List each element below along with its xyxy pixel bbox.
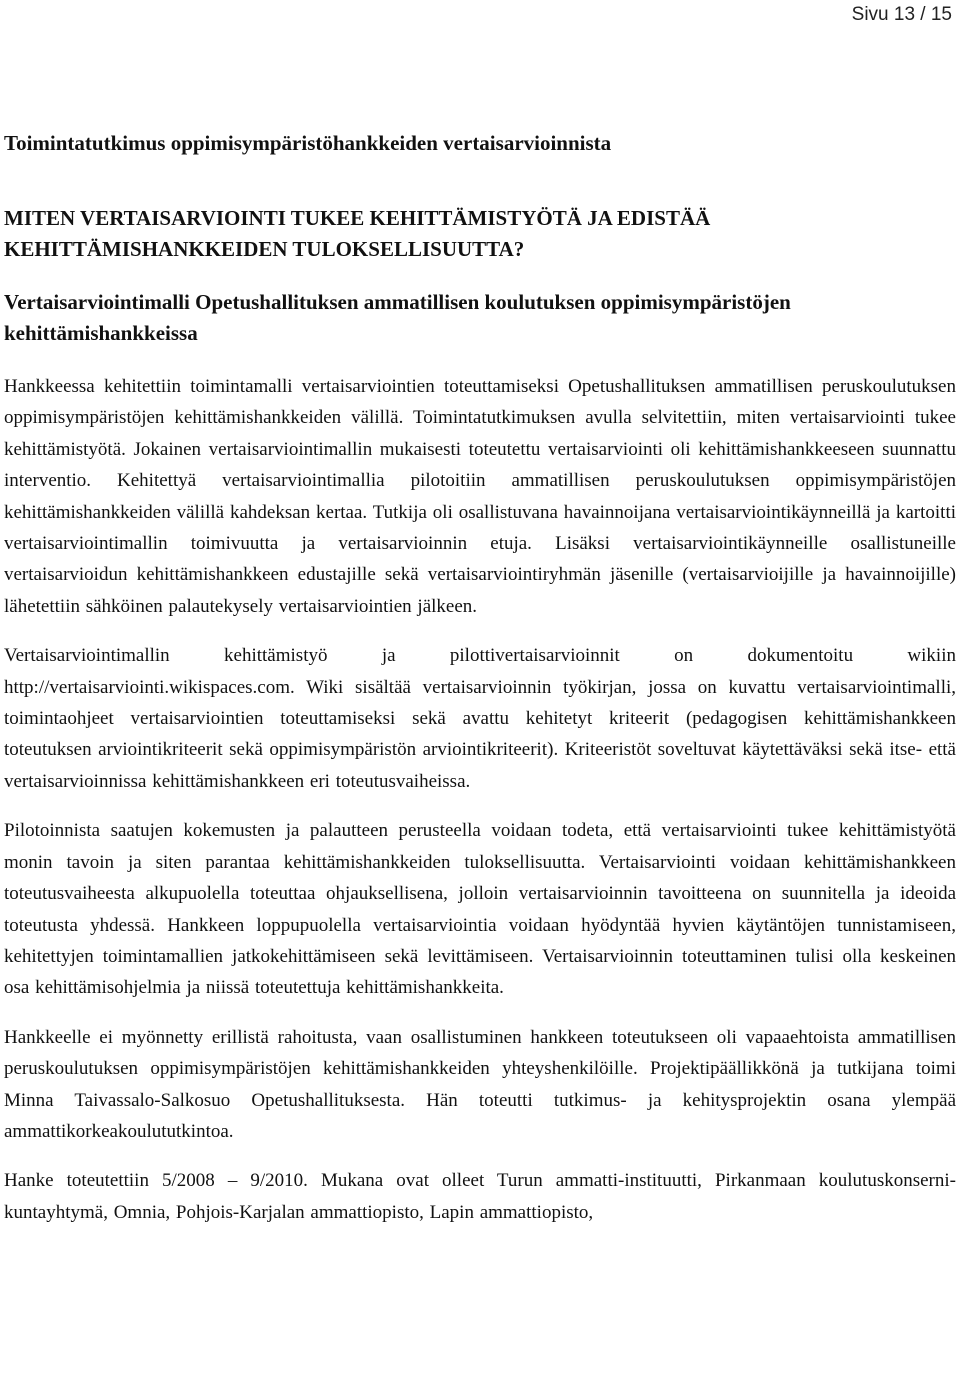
paragraph-funding: Hankkeelle ei myönnetty erillistä rahoitusta, vaan osallistuminen hankkeen toteutukseen oli vapaaehtoista ammatillisen peruskoulutuksen oppimisympäristöjen kehittämishankkeiden yhteyshenkilöille. Projektipäällikkönä ja tutkijana toimi Minna Taivassalo-Salkosuo Opetushallituksesta. Hän toteutti tutkimus- ja kehitysprojektin osana ylempää ammattikorkeakoulututkintoa.	[4, 1026, 956, 1142]
main-heading: MITEN VERTAISARVIOINTI TUKEE KEHITTÄMISTYÖTÄ JA EDISTÄÄ KEHITTÄMISHANKKEIDEN TULOKSELLISUUTTA?	[4, 206, 711, 261]
paragraph-participants: Hanke toteutettiin 5/2008 – 9/2010. Mukana ovat olleet Turun ammatti-instituutti, Pirkanmaan koulutuskonserni-kuntayhtymä, Omnia, Pohjois-Karjalan ammattiopisto, Lapin ammattiopisto,	[4, 1170, 956, 1223]
document-body	[4, 128, 956, 1228]
document-title: Toimintatutkimus oppimisympäristöhankkeiden vertaisarvioinnista	[4, 131, 612, 155]
paragraph-intro: Hankkeessa kehitettiin toimintamalli vertaisarviointien toteuttamiseksi Opetushallituksen ammatillisen peruskoulutuksen oppimisympäristöjen kehittämishankkeiden välillä. Toimintatutkimuksen avulla selvitettiin, miten vertaisarviointi tukee kehittämistyötä. Jokainen vertaisarviointimallin mukaisesti toteutettu vertaisarviointi oli kehittämishankkeeseen suunnattu interventio. Kehitettyä vertaisarviointimallia pilotoitiin ammatillisen peruskoulutuksen oppimisympäristöjen kehittämishankkeiden välillä kahdeksan kertaa. Tutkija oli osallistuvana havainnoijana vertaisarviointikäynneillä ja kartoitti vertaisarviointimallin toimivuutta ja vertaisarvioinnin etuja. Lisäksi vertaisarviointikäynneille osallistuneille vertaisarvioidun kehittämishankkeen edustajille sekä vertaisarviointiryhmän jäsenille (vertaisarvioijille ja havainnoijille) lähetettiin sähköinen palautekysely vertaisarviointien jälkeen.	[4, 376, 956, 617]
paragraph-wiki: Vertaisarviointimallin kehittämistyö ja pilottivertaisarvioinnit on dokumentoitu wikiin http://vertaisarviointi.wikispaces.com. Wiki sisältää vertaisarvioinnin työkirjan, jossa on kuvattu vertaisarviointimalli, toimintaohjeet vertaisarviointien toteuttamiseksi sekä avattu kehitetyt kriteerit (pedagogisen kehittämishankkeen toteutuksen arviointikriteerit sekä oppimisympäristön arviointikriteerit). Kriteeristöt soveltuvat käytettäväksi sekä itse- että vertaisarvioinnissa kehittämishankkeen eri toteutusvaiheissa.	[4, 645, 956, 792]
page-number: Sivu 13 / 15	[851, 4, 952, 25]
paragraph-results: Pilotoinnista saatujen kokemusten ja palautteen perusteella voidaan todeta, että vertaisarviointi tukee kehittämistyötä monin tavoin ja siten parantaa kehittämishankkeiden tuloksellisuutta. Vertaisarviointi voidaan kehittämishankkeen toteutusvaiheesta alkupuolella toteuttaa ohjauksellisena, jolloin vertaisarvioinnin tavoitteena on suunnitella ja ideoida toteutusta yhdessä. Hankkeen loppupuolella vertaisarviointia voidaan hyödyntää hyvien käytäntöjen tunnistamiseen, kehitettyjen toimintamallien jatkokehittämiseen sekä levittämiseen. Vertaisarvioinnin toteuttaminen tulisi olla keskeinen osa kehittämisohjelmia ja niissä toteutettuja kehittämishankkeita.	[4, 820, 956, 999]
sub-heading: Vertaisarviointimalli Opetushallituksen ammatillisen koulutuksen oppimisympäristöjen kehittämishankkeissa	[4, 290, 791, 345]
